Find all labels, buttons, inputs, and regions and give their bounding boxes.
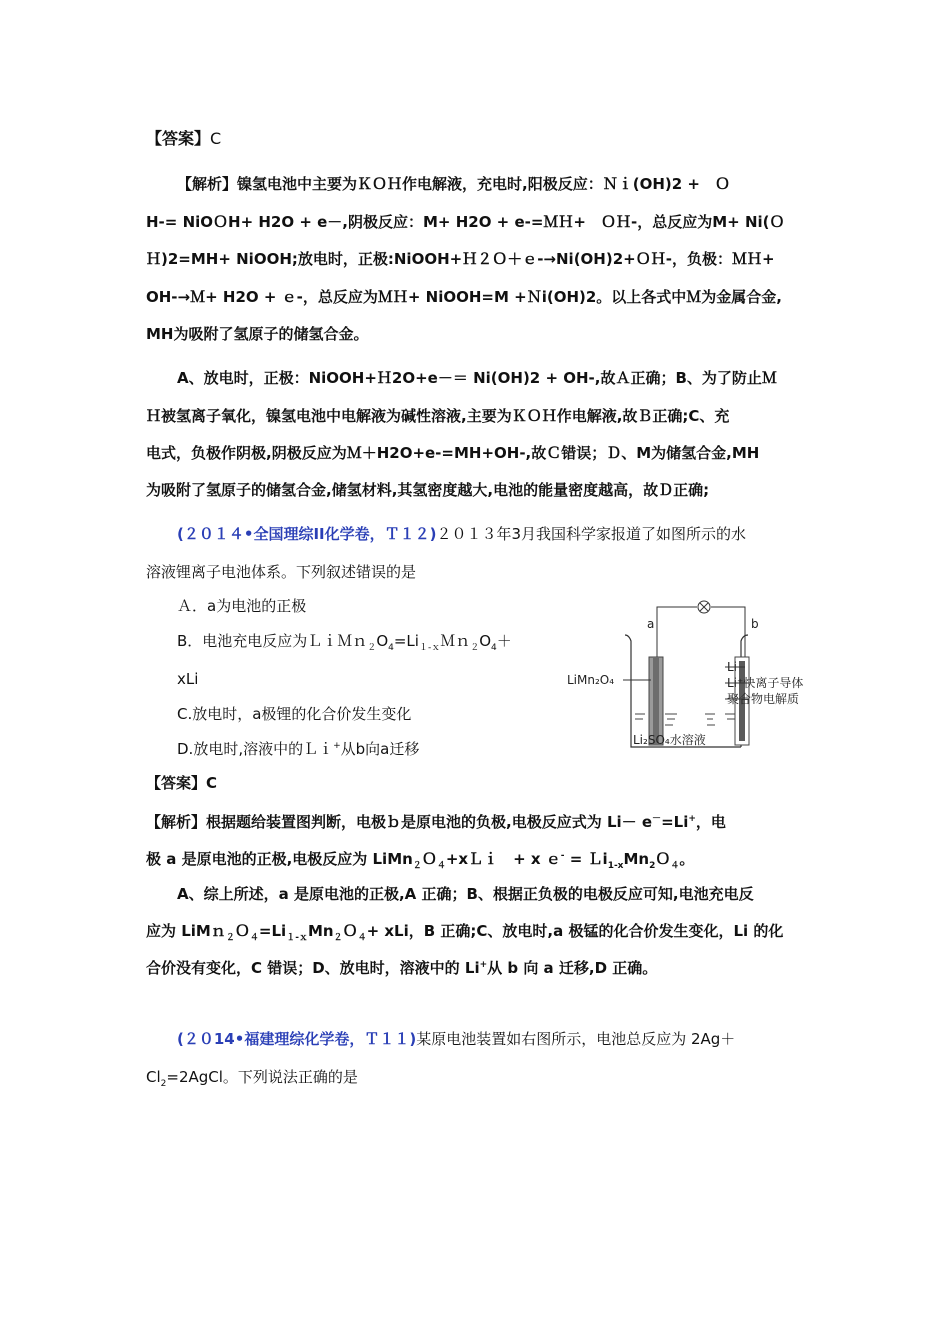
question-2-option-c: C.放电时，a极锂的化合价发生变化 (177, 705, 412, 723)
analysis-1-para2-line-3: 电式，负极作阴极,阴极反应为Ｍ＋H2O+e-=MH+OH-,故Ｃ错误；Ｄ、M为储氢合金,MH (146, 444, 760, 462)
analysis-1-line-2: H-= NiOＯH+ H2O + e－,阴极反应：M+ H2O + e-=ＭＨ+ ＯＨ-，总反应为M+ Ni(Ｏ (146, 213, 785, 231)
beaker (625, 635, 748, 747)
label-polymer: 聚合物电解质 (727, 692, 800, 706)
question-2-option-a: Ａ．a为电池的正极 (177, 597, 307, 615)
analysis-1-para2-line-2: Ｈ被氢离子氧化，镍氢电池中电解液为碱性溶液,主要为ＫＯＨ作电解液,故Ｂ正确;C、充 (146, 407, 730, 425)
analysis-1-line-4: OH-→Ｍ+ H2O + ｅ-，总反应为ＭＨ+ NiOOH=M +Ｎi(OH)2。以上各式中Ｍ为金属合金, (146, 288, 782, 306)
answer-1 (146, 129, 221, 149)
analysis-2-line-1: 【解析】根据题给装置图判断，电极ｂ是原电池的负极,电极反应式为 Li－ e－=Li+，电 (146, 813, 726, 831)
label-b: b (751, 617, 759, 631)
analysis-2-line-2: 极 a 是原电池的正极,电极反应为 LiMn$_2$Ｏ$_4$+xＬｉ + x ｅ- = $Li_{1-x}Mn_2O_4$。 (146, 850, 695, 871)
analysis-1-line-1: 【解析】镍氢电池中主要为ＫＯＨ作电解液，充电时,阳极反应：Ｎｉ(OH)2 + Ｏ (177, 175, 730, 193)
analysis-1-line-5: MH为吸附了氢原子的储氢合金。 (146, 325, 369, 343)
analysis-1-para2-line-1: A、放电时，正极：NiOOH+Ｈ2O+e－＝ Ni(OH)2 + OH-,故Ａ正确；B、为了防止Ｍ (177, 369, 777, 387)
analysis-1-label: 【解析】 (177, 175, 238, 193)
label-limn2o4: LiMn₂O₄ (567, 673, 615, 687)
answer-2 (146, 773, 217, 793)
label-conductor: Li⁺快离子导体 (727, 676, 804, 690)
question-3-stem-line-2: $Cl_2=2AgCl$。下列说法正确的是 (146, 1068, 358, 1089)
analysis-2-para2-line-2: 应为 $LiMn_2O_4=Li_{1-x}Mn_2O_4+$ xLi，B 正确;C、放电时,a 极锰的化合价发生变化，Li 的化 (146, 922, 784, 943)
analysis-2-label: 【解析】 (146, 813, 207, 831)
question-2-option-b: B．电池充电反应为$LiMn_2O_4=Li_{1-x}Mn_2O_4+$ (177, 632, 512, 653)
answer-1-value: C (210, 129, 222, 148)
question-2-source: (２０１４•全国理综II化学卷，Ｔ１２) (177, 525, 437, 543)
label-solution: Li₂SO₄水溶液 (633, 733, 706, 747)
answer-2-label: 【答案】 (146, 774, 207, 792)
question-2-stem-line-1: (２０１４•全国理综II化学卷，Ｔ１２)２０１３年3月我国科学家报道了如图所示的水 (177, 525, 747, 543)
analysis-2-para2-line-3: 合价没有变化，C 错误；D、放电时，溶液中的 Li+从 b 向 a 迁移,D 正确。 (146, 959, 658, 977)
label-a: a (647, 617, 655, 631)
lamp-icon (698, 601, 710, 613)
electrode-a (649, 657, 663, 745)
analysis-1-para2-line-4: 为吸附了氢原子的储氢合金,储氢材料,其氢密度越大,电池的能量密度越高，故Ｄ正确; (146, 481, 710, 499)
analysis-2-para2-line-1: A、综上所述，a 是原电池的正极,A 正确；B、根据正负极的电极反应可知,电池充电反 (177, 885, 754, 903)
answer-2-value: C (206, 774, 218, 792)
answer-1-label: 【答案】 (146, 129, 211, 148)
circuit-wire (657, 607, 745, 665)
question-2-stem-line-2: 溶液锂离子电池体系。下列叙述错误的是 (146, 563, 417, 581)
question-2-option-b-cont: xLi (177, 670, 199, 688)
question-3-source: (２０14•福建理综化学卷，Ｔ１１) (177, 1030, 417, 1048)
analysis-1-line-3: Ｈ)2=MH+ NiOOH;放电时，正极:NiOOH+Ｈ２Ｏ＋ｅ-→Ni(OH)2+ＯＨ-，负极：ＭＨ+ (146, 250, 775, 268)
question-3-stem-line-1: (２０14•福建理综化学卷，Ｔ１１)某原电池装置如右图所示，电池总反应为 2Ag＋ (177, 1030, 736, 1048)
label-li: Li (727, 660, 738, 674)
battery-diagram (565, 597, 825, 755)
question-2-option-d: D.放电时,溶液中的Ｌｉ+从b向a迁移 (177, 740, 420, 758)
